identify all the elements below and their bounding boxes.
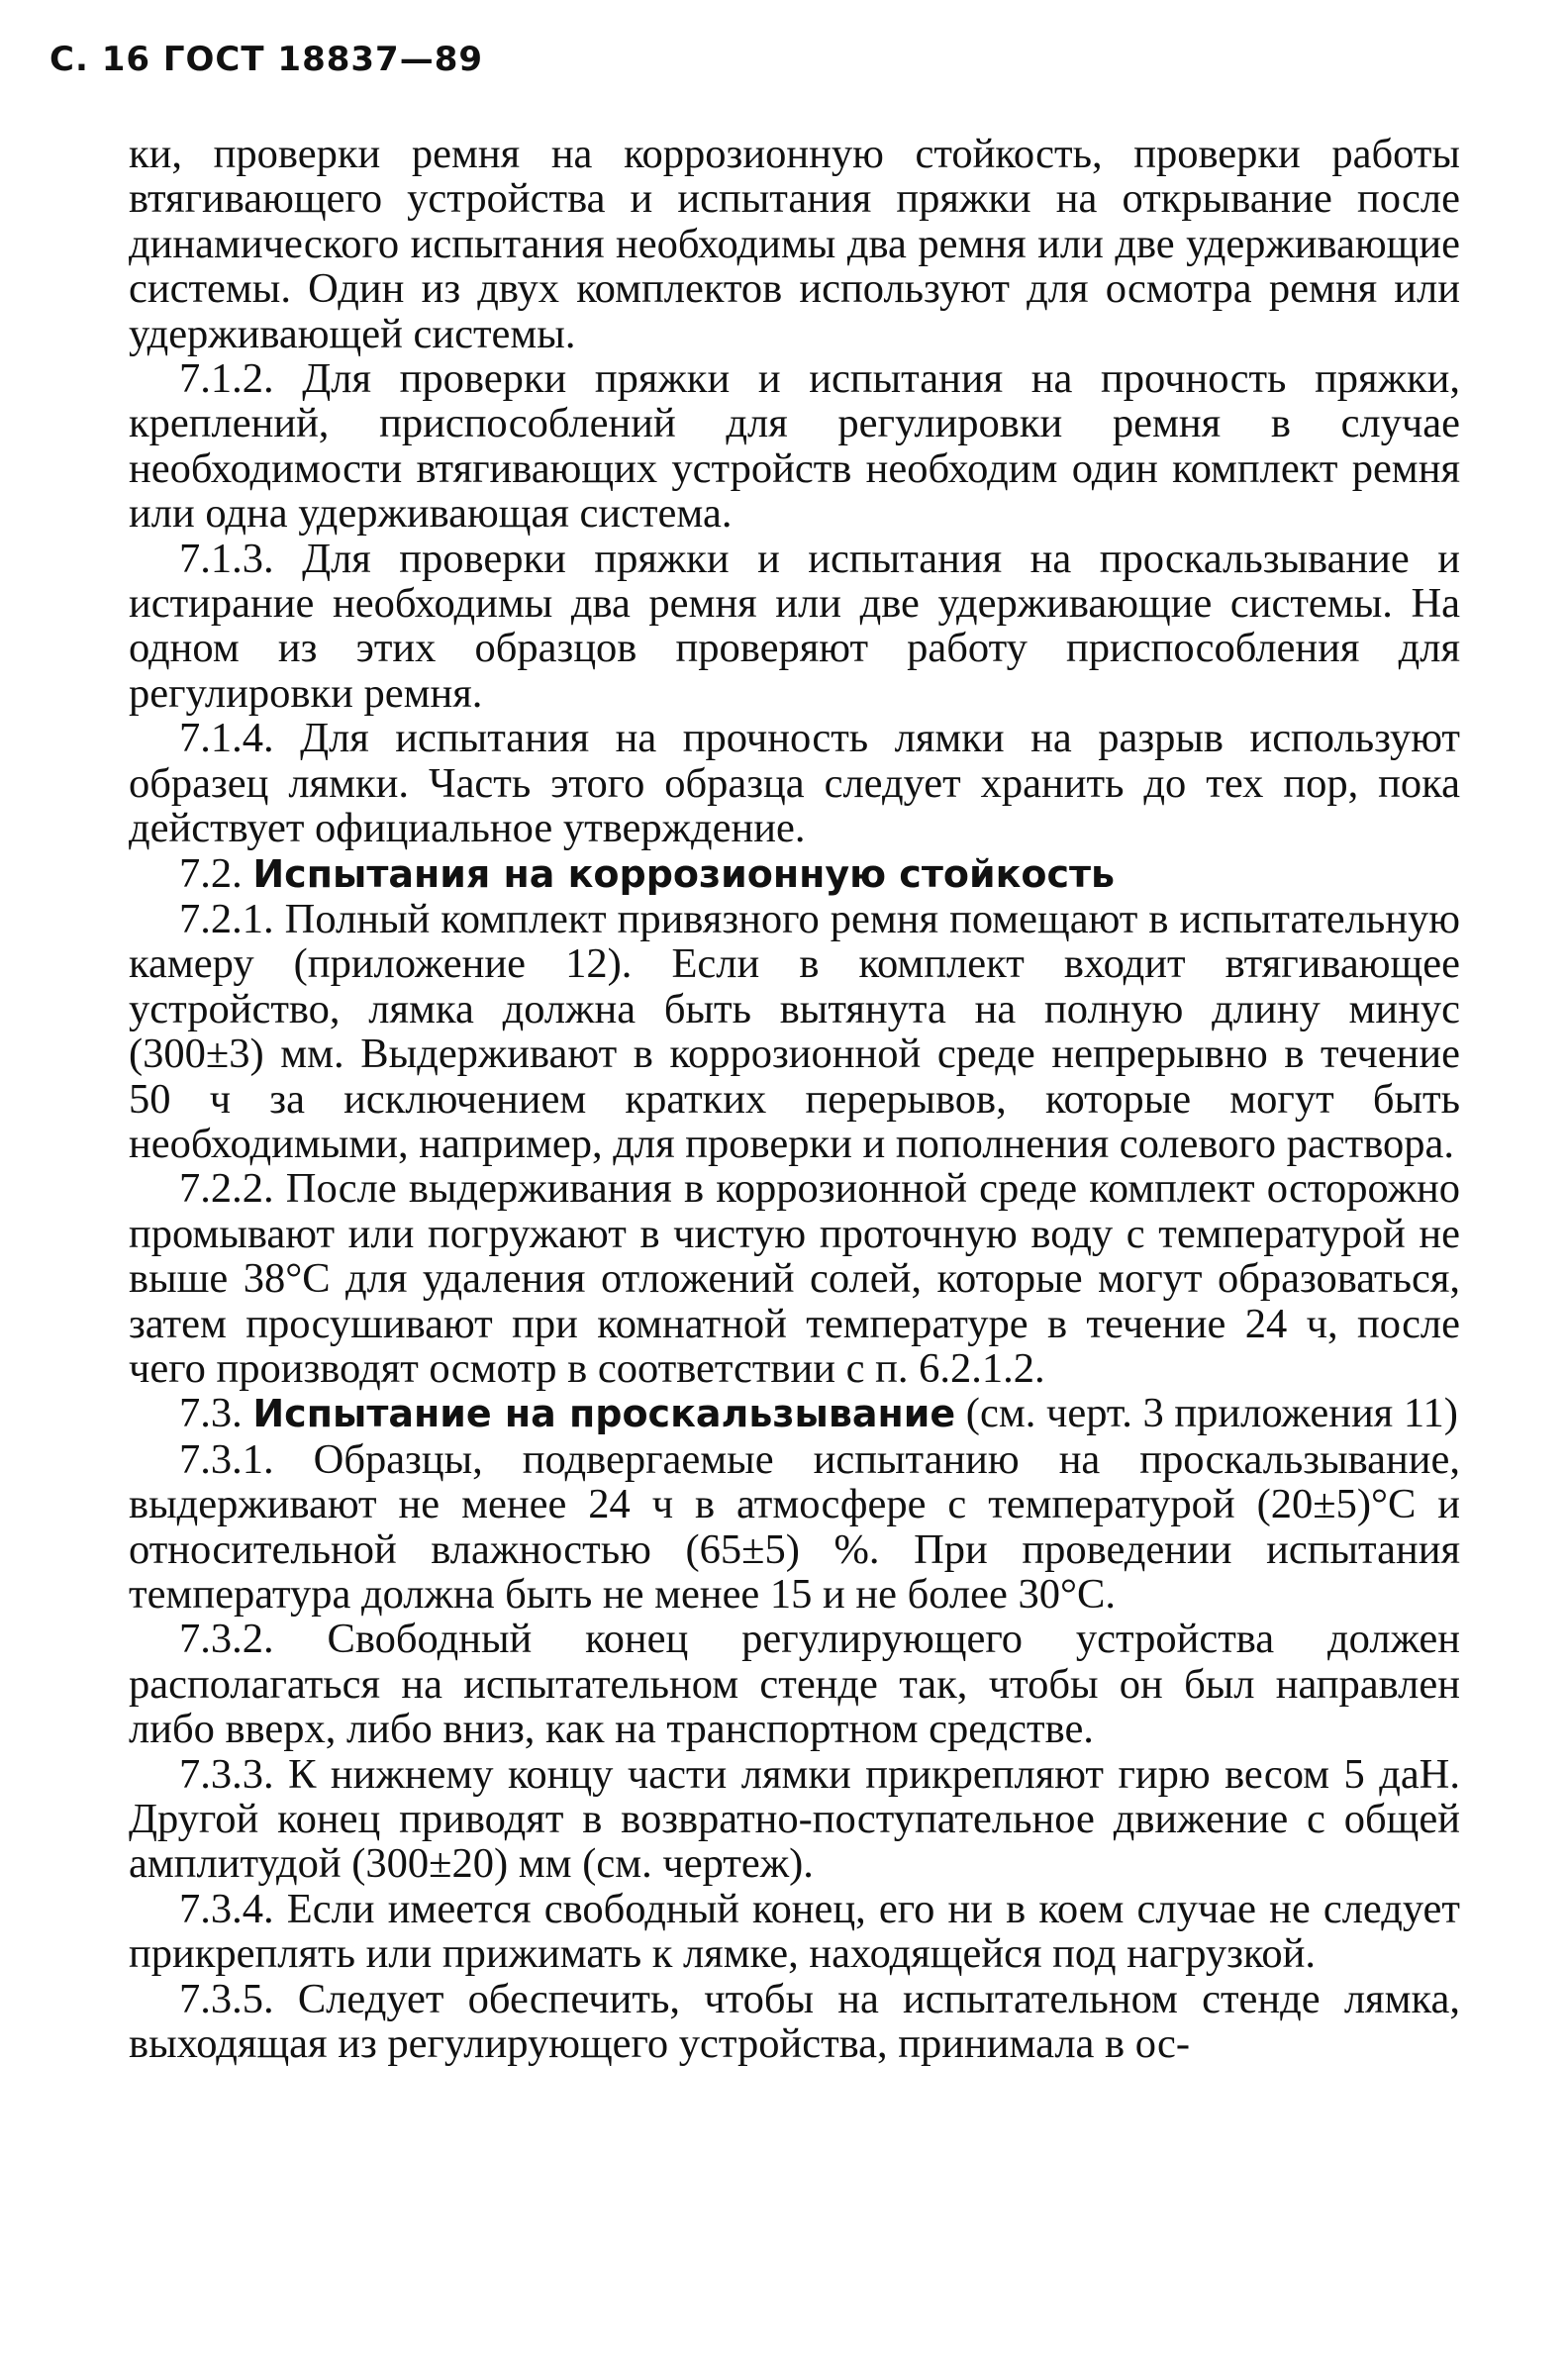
paragraph-7-3-1: 7.3.1. Образцы, подвергаемые испытанию на проскальзывание, выдерживают не менее 24 ч в атмосфере с температурой (20±5)°С и относительной влажностью (65±5) %. При проведении испытания температура должна быть не менее 15 и не более 30°С. bbox=[129, 1435, 1460, 1618]
paragraph-7-1-4: 7.1.4. Для испытания на прочность лямки на разрыв используют образец лямки. Часть этого образца следует хранить до тех пор, пока действует официальное утверждение. bbox=[129, 715, 1460, 852]
section-heading-7-2 bbox=[129, 851, 1460, 897]
page-header: С. 16 ГОСТ 18837—89 bbox=[49, 40, 484, 79]
section-number: 7.3. bbox=[179, 1390, 243, 1437]
body-text bbox=[129, 132, 1460, 2066]
paragraph-7-3-4: 7.3.4. Если имеется свободный конец, его ни в коем случае не следует прикреплять или прижимать к лямке, находящейся под нагрузкой. bbox=[129, 1885, 1460, 1978]
paragraph-7-2-1: 7.2.1. Полный комплект привязного ремня помещают в испытательную камеру (приложение 12). Если в комплект входит втягивающее устройство, лямка должна быть вытянута на полную длину минус (300±3) мм. Выдерживают в коррозионной среде непрерывно в течение 50 ч за исключением кратких перерывов, которые могут быть необходимыми, например, для проверки и пополнения солевого раствора. bbox=[129, 895, 1460, 1167]
section-reference: (см. черт. 3 приложения 11) bbox=[955, 1390, 1458, 1437]
paragraph-7-3-3: 7.3.3. К нижнему концу части лямки прикрепляют гирю весом 5 даН. Другой конец приводят в возвратно-поступательное движение с общей амплитудой (300±20) мм (см. чертеж). bbox=[129, 1750, 1460, 1888]
paragraph-7-1-2: 7.1.2. Для проверки пряжки и испытания на прочность пряжки, креплений, приспособлений для регулировки ремня в случае необходимости втягивающих устройств необходим один комплект ремня или одна удерживающая система. bbox=[129, 355, 1460, 538]
paragraph-7-3-5: 7.3.5. Следует обеспечить, чтобы на испытательном стенде лямка, выходящая из регулирующего устройства, принимала в ос- bbox=[129, 1975, 1460, 2068]
paragraph-7-2-2: 7.2.2. После выдерживания в коррозионной среде комплект осторожно промывают или погружают в чистую проточную воду с температурой не выше 38°С для удаления отложений солей, которые могут образоваться, затем просушивают при комнатной температуре в течение 24 ч, после чего производят осмотр в соответствии с п. 6.2.1.2. bbox=[129, 1165, 1460, 1392]
section-title: Испытание на проскальзывание bbox=[252, 1392, 956, 1436]
section-title: Испытания на коррозионную стойкость bbox=[252, 851, 1116, 896]
section-heading-7-3 bbox=[129, 1391, 1460, 1436]
section-number: 7.2. bbox=[179, 849, 243, 897]
paragraph-7-3-2: 7.3.2. Свободный конец регулирующего устройства должен располагаться на испытательном стенде так, чтобы он был направлен либо вверх, либо вниз, как на транспортном средстве. bbox=[129, 1616, 1460, 1753]
paragraph-continuation: ки, проверки ремня на коррозионную стойкость, проверки работы втягивающего устройства и испытания пряжки на открывание после динамического испытания необходимы два ремня или две удерживающие системы. Один из двух комплектов используют для осмотра ремня или удерживающей системы. bbox=[129, 131, 1460, 357]
paragraph-7-1-3: 7.1.3. Для проверки пряжки и испытания на проскальзывание и истирание необходимы два ремня или две удерживающие системы. На одном из этих образцов проверяют работу приспособления для регулировки ремня. bbox=[129, 535, 1460, 717]
